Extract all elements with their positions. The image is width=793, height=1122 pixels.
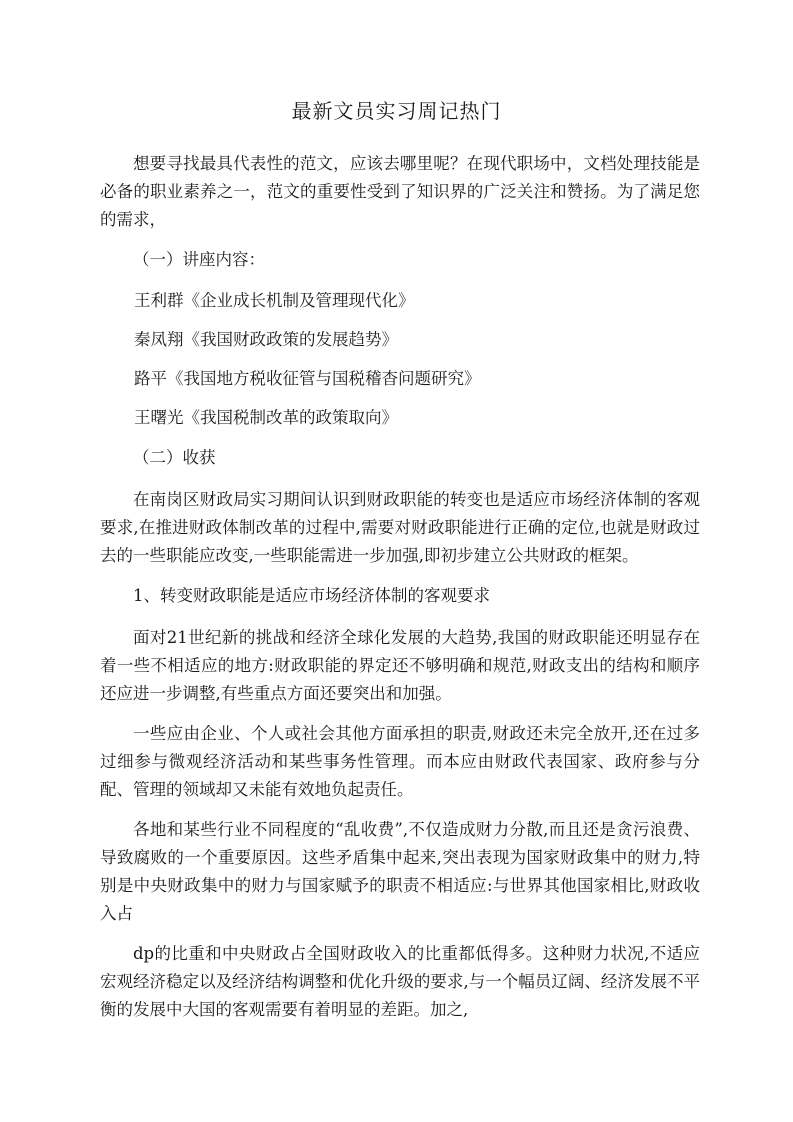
- body-paragraph: 各地和某些行业不同程度的“乱收费”,不仅造成财力分散,而且还是贪污浪费、导致腐败的一个重要原因。这些矛盾集中起来,突出表现为国家财政集中的财力,特别是中央财政集中的财力与国家赋予的职责不相适应:与世界其他国家相比,财政收入占: [100, 820, 700, 923]
- body-paragraph: 在南岗区财政局实习期间认识到财政职能的转变也是适应市场经济体制的客观要求,在推进财政体制改革的过程中,需要对财政职能进行正确的定位,也就是财政过去的一些职能应改变,一些职能需进一步加强,即初步建立公共财政的框架。: [100, 490, 700, 565]
- body-paragraph: 面对21世纪新的挑战和经济全球化发展的大趋势,我国的财政职能还明显存在着一些不相适应的地方:财政职能的界定还不够明确和规范,财政支出的结构和顺序还应进一步调整,有些重点方面还要突出和加强。: [100, 628, 700, 703]
- section-heading-lectures: （一）讲座内容：: [133, 250, 265, 269]
- lecture-item: 秦凤翔《我国财政政策的发展趋势》: [134, 330, 398, 349]
- lecture-item: 路平《我国地方税收征管与国税稽杳问题研究》: [134, 369, 481, 388]
- lecture-item: 王利群《企业成长机制及管理现代化》: [134, 291, 415, 310]
- body-paragraph: 一些应由企业、个人或社会其他方面承担的职责,财政还未完全放开,还在过多过细参与微观经济活动和某些事务性管理。而本应由财政代表国家、政府参与分配、管理的领域却又未能有效地负起责任。: [100, 724, 700, 799]
- intro-paragraph: 想要寻找最具代表性的范文，应该去哪里呢？在现代职场中，文档处理技能是必备的职业素养之一，范文的重要性受到了知识界的广泛关注和赞扬。为了满足您的需求，: [100, 154, 700, 229]
- document-body: [100, 150, 700, 1036]
- document-title: 最新文员实习周记热门: [291, 99, 502, 123]
- point-heading: 1、转变财政职能是适应市场经济体制的客观要求: [133, 586, 490, 605]
- lecture-item: 王曙光《我国税制改革的政策取向》: [134, 408, 398, 427]
- body-paragraph: dp的比重和中央财政占全国财政收入的比重都低得多。这种财力状况,不适应宏观经济稳定以及经济结构调整和优化升级的要求,与一个幅员辽阔、经济发展不平衡的发展中大国的客观需要有着明显的差距。加之,: [100, 944, 700, 1019]
- section-heading-gains: （二）收获: [133, 448, 216, 467]
